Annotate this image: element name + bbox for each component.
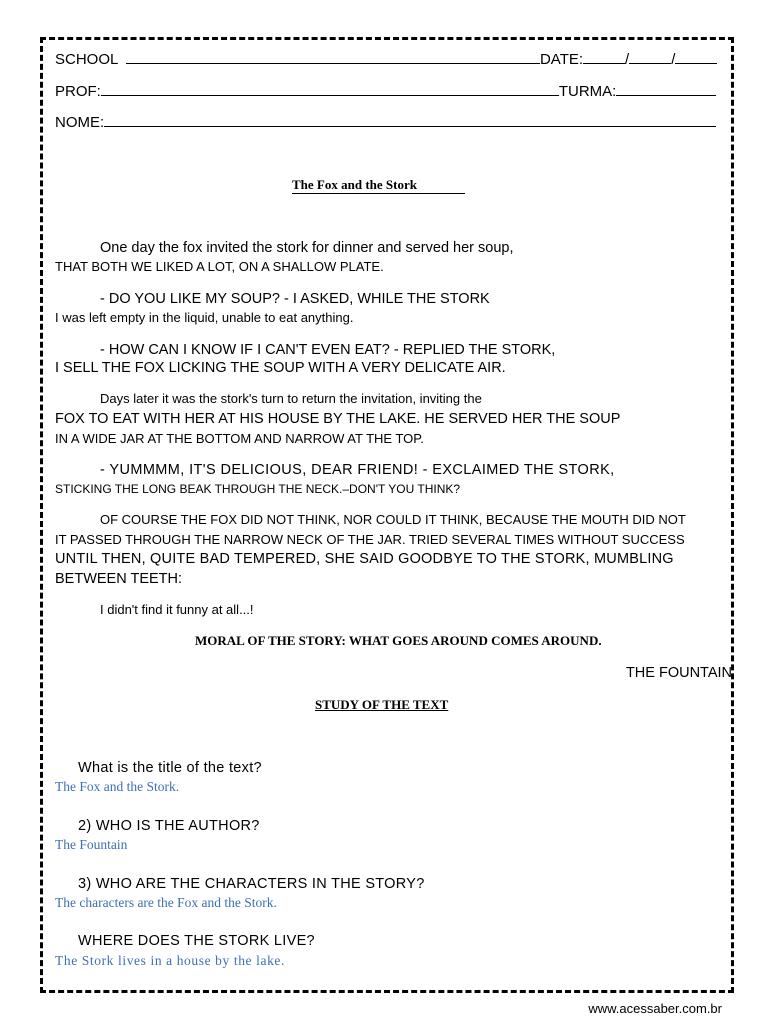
paragraph-1-line-1: One day the fox invited the stork for dinner and served her soup, <box>100 240 514 256</box>
footer-url[interactable]: www.acessaber.com.br <box>588 1001 722 1016</box>
prof-row <box>55 82 716 100</box>
paragraph-2-line-2: I was left empty in the liquid, unable to eat anything. <box>55 310 354 325</box>
nome-field[interactable] <box>104 113 716 127</box>
paragraph-6-line-1: OF COURSE THE FOX DID NOT THINK, NOR COULD IT THINK, BECAUSE THE MOUTH DID NOT <box>100 512 686 527</box>
school-label: SCHOOL <box>55 51 118 68</box>
paragraph-6-line-4: BETWEEN TEETH: <box>55 571 183 587</box>
question-4: WHERE DOES THE STORK LIVE? <box>78 933 315 949</box>
nome-label: NOME: <box>55 114 105 131</box>
school-row: SCHOOL DATE: / / <box>55 50 717 68</box>
paragraph-4-line-2: FOX TO EAT WITH HER AT HIS HOUSE BY THE LAKE. HE SERVED HER THE SOUP <box>55 411 621 427</box>
answer-4: The Stork lives in a house by the lake. <box>55 953 285 968</box>
date-day-field[interactable] <box>583 50 625 64</box>
date-label: DATE: <box>539 51 584 68</box>
date-month-field[interactable] <box>629 50 671 64</box>
answer-1: The Fox and the Stork. <box>55 779 180 794</box>
question-2: 2) WHO IS THE AUTHOR? <box>78 818 260 834</box>
paragraph-4-line-1: Days later it was the stork's turn to return the invitation, inviting the <box>100 391 482 406</box>
answer-3: The characters are the Fox and the Stork. <box>55 895 277 910</box>
paragraph-5-line-2: STICKING THE LONG BEAK THROUGH THE NECK.–DON'T YOU THINK? <box>55 482 461 496</box>
question-3: 3) WHO ARE THE CHARACTERS IN THE STORY? <box>78 876 425 892</box>
paragraph-6-line-2: IT PASSED THROUGH THE NARROW NECK OF THE JAR. TRIED SEVERAL TIMES WITHOUT SUCCESS <box>55 532 685 547</box>
school-field[interactable] <box>126 50 540 64</box>
paragraph-3-line-1: - HOW CAN I KNOW IF I CAN'T EVEN EAT? - REPLIED THE STORK, <box>100 342 556 358</box>
turma-label: TURMA: <box>558 83 617 100</box>
nome-row <box>55 113 716 131</box>
date-year-field[interactable] <box>675 50 717 64</box>
paragraph-4-line-3: IN A WIDE JAR AT THE BOTTOM AND NARROW AT THE TOP. <box>55 431 424 446</box>
prof-label: PROF: <box>55 83 101 100</box>
study-title: STUDY OF THE TEXT <box>315 697 449 712</box>
paragraph-7-line-1: I didn't find it funny at all...! <box>100 602 254 617</box>
paragraph-6-line-3: UNTIL THEN, QUITE BAD TEMPERED, SHE SAID GOODBYE TO THE STORK, MUMBLING <box>55 551 674 567</box>
paragraph-5-line-1: - YUMMMM, IT'S DELICIOUS, DEAR FRIEND! - EXCLAIMED THE STORK, <box>100 462 615 478</box>
paragraph-2-line-1: - DO YOU LIKE MY SOUP? - I ASKED, WHILE THE STORK <box>100 291 490 307</box>
story-title: The Fox and the Stork <box>292 177 465 194</box>
question-1: What is the title of the text? <box>78 760 262 776</box>
turma-field[interactable] <box>616 82 716 96</box>
answer-2: The Fountain <box>55 837 128 852</box>
paragraph-1-line-2: THAT BOTH WE LIKED A LOT, ON A SHALLOW PLATE. <box>55 259 384 274</box>
story-moral: MORAL OF THE STORY: WHAT GOES AROUND COMES AROUND. <box>195 633 602 648</box>
story-author: THE FOUNTAIN <box>625 665 732 681</box>
prof-field[interactable] <box>101 82 559 96</box>
paragraph-3-line-2: I SELL THE FOX LICKING THE SOUP WITH A VERY DELICATE AIR. <box>55 360 506 376</box>
